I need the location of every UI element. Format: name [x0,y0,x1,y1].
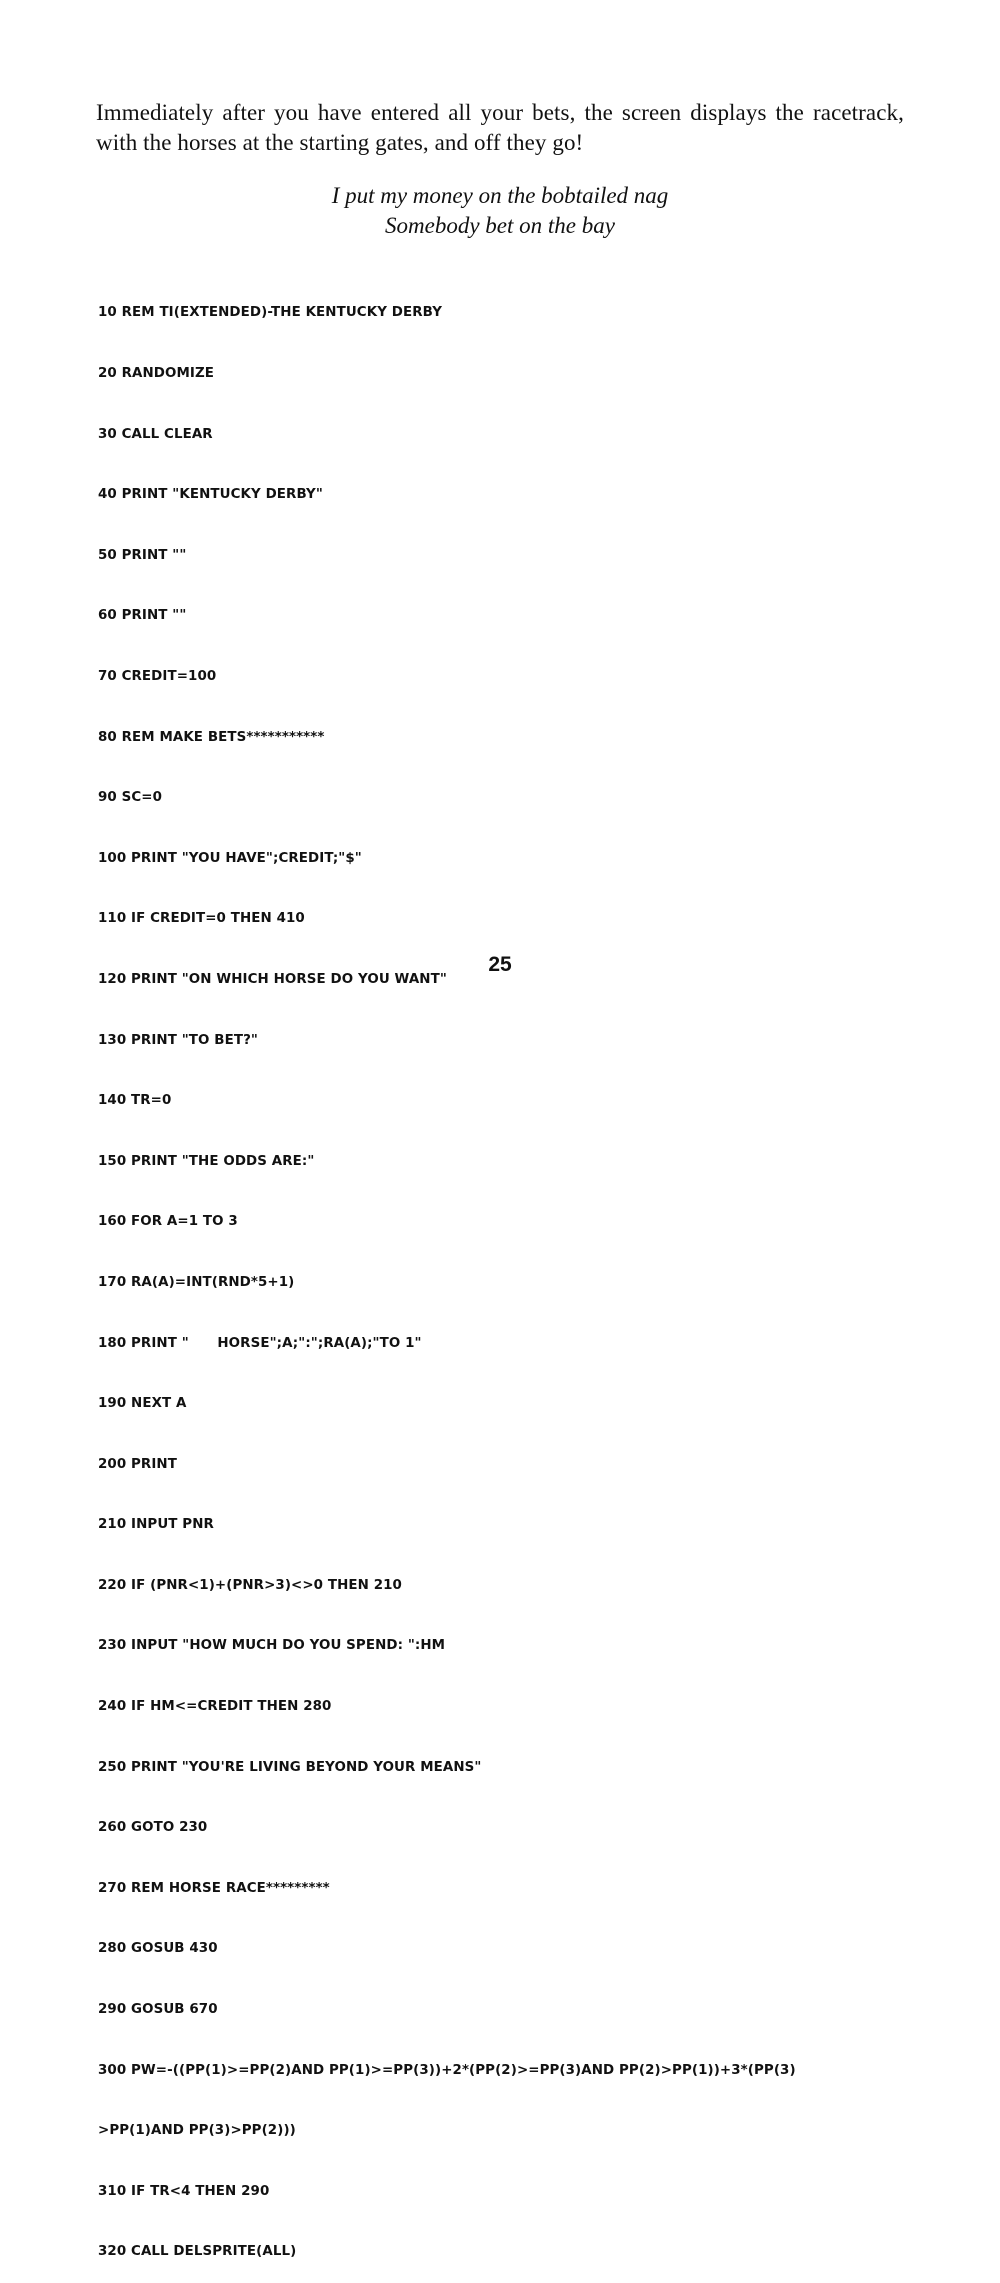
code-line: 270 REM HORSE RACE********* [98,1880,330,1896]
verse-line: Somebody bet on the bay [385,213,615,238]
code-line: 220 IF (PNR<1)+(PNR>3)<>0 THEN 210 [98,1577,402,1593]
code-line: 210 INPUT PNR [98,1517,214,1533]
code-line: 100 PRINT "YOU HAVE";CREDIT;"$" [98,850,362,866]
code-line: 10 REM TI(EXTENDED)-THE KENTUCKY DERBY [98,305,443,321]
code-line: 280 GOSUB 430 [98,1941,218,1957]
code-line: 170 RA(A)=INT(RND*5+1) [98,1274,295,1290]
code-line: 180 PRINT " HORSE";A;":";RA(A);"TO 1" [98,1335,422,1351]
code-line: 50 PRINT "" [98,547,187,563]
code-line: 70 CREDIT=100 [98,668,217,684]
code-line: 240 IF HM<=CREDIT THEN 280 [98,1699,332,1715]
code-line: 20 RANDOMIZE [98,366,215,381]
page-number: 25 [488,953,512,976]
code-line: 80 REM MAKE BETS*********** [98,729,325,745]
code-line: 320 CALL DELSPRITE(ALL) [98,2244,297,2260]
verse-quote [200,181,800,241]
intro-paragraph: Immediately after you have entered all your bets, the screen displays the racetrack, with the horses at the starting gates, and off they go! [96,100,904,155]
code-line: 40 PRINT "KENTUCKY DERBY" [98,487,323,503]
code-line: 200 PRINT [98,1456,177,1472]
code-line: 260 GOTO 230 [98,1820,208,1836]
code-line: 140 TR=0 [98,1093,172,1109]
code-line: 310 IF TR<4 THEN 290 [98,2183,270,2199]
code-line: 130 PRINT "TO BET?" [98,1032,259,1048]
code-line: 250 PRINT "YOU'RE LIVING BEYOND YOUR MEANS" [98,1759,482,1775]
code-line: 160 FOR A=1 TO 3 [98,1214,238,1230]
code-line: 90 SC=0 [98,790,163,806]
code-line: >PP(1)AND PP(3)>PP(2))) [98,2123,296,2139]
code-line: 290 GOSUB 670 [98,2002,218,2018]
code-line: 30 CALL CLEAR [98,426,213,442]
code-line: 190 NEXT A [98,1396,187,1412]
verse-line: I put my money on the bobtailed nag [331,183,669,208]
code-line: 110 IF CREDIT=0 THEN 410 [98,911,305,927]
code-line: 150 PRINT "THE ODDS ARE:" [98,1153,315,1169]
code-listing [98,263,918,2283]
code-line: 60 PRINT "" [98,608,187,624]
code-line: 300 PW=-((PP(1)>=PP(2)AND PP(1)>=PP(3))+2*(PP(2)>=PP(3)AND PP(2)>PP(1))+3*(PP(3) [98,2062,796,2078]
code-line: 230 INPUT "HOW MUCH DO YOU SPEND: ":HM [98,1638,446,1654]
code-line: 120 PRINT "ON WHICH HORSE DO YOU WANT" [98,971,447,987]
